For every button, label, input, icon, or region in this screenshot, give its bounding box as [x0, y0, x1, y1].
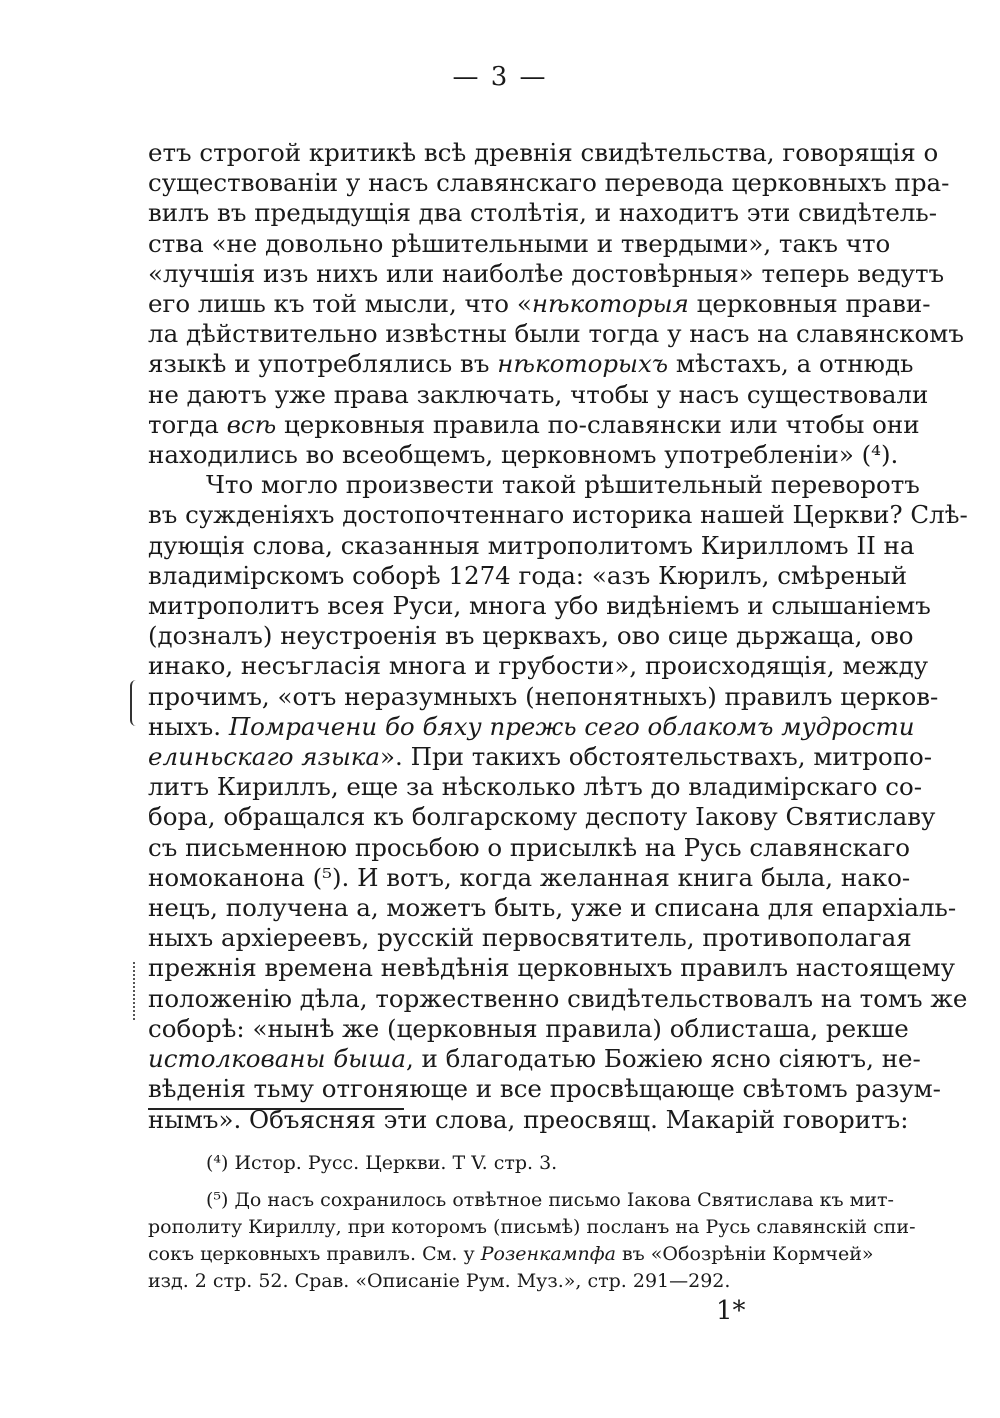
text-segment: существованіи у насъ славянскаго перевода церковныхъ пра- — [148, 168, 950, 198]
text-line — [148, 893, 957, 923]
text-line — [148, 560, 908, 591]
text-line — [148, 228, 891, 259]
text-line — [148, 198, 938, 228]
text-line — [148, 983, 968, 1014]
text-segment: ства «не довольно рѣшительными и твердыми», такъ что — [148, 228, 891, 258]
footnotes — [148, 1150, 916, 1295]
text-segment: сокъ церковныхъ правилъ. См. у — [148, 1243, 481, 1265]
text-line — [148, 138, 939, 168]
text-line — [148, 379, 929, 410]
text-segment: етъ строгой критикѣ всѣ древнія свидѣтельства, говорящія о — [148, 138, 939, 167]
italic-segment: истолкованы быша — [148, 1044, 406, 1074]
text-segment: владимірскомъ соборѣ 1274 года: «азъ Кюрилъ, смѣреный — [148, 560, 908, 590]
text-line — [148, 651, 929, 681]
text-segment: языкѣ и употреблялись въ — [148, 349, 498, 379]
text-line — [148, 289, 931, 319]
text-segment: , и благодатью Божіею ясно сіяютъ, не- — [405, 1044, 921, 1074]
text-line — [148, 258, 945, 289]
text-segment: литъ Кириллъ, еще за нѣсколько лѣтъ до владимірскаго со- — [148, 772, 922, 802]
footnote-separator — [148, 1108, 404, 1110]
text-line — [148, 1044, 921, 1074]
text-segment: прочимъ, «отъ неразумныхъ (непонятныхъ) правилъ церков- — [148, 681, 939, 711]
text-segment: положенію дѣла, торжественно свидѣтельствовалъ на томъ же — [148, 983, 968, 1013]
text-segment: нецъ, получена а, можетъ быть, уже и списана для епархіаль- — [148, 893, 957, 923]
text-segment: церковныя прави- — [688, 289, 931, 319]
text-segment: Что могло произвести такой рѣшительный переворотъ — [206, 470, 920, 500]
footnote-line — [148, 1214, 916, 1241]
text-line — [148, 349, 914, 379]
text-line — [148, 772, 922, 802]
text-segment: не даютъ уже права заключать, чтобы у насъ существовали — [148, 379, 929, 409]
text-line — [148, 862, 911, 893]
text-segment: нымъ». Объясняя эти слова, преосвящ. Макарій говоритъ: — [148, 1104, 909, 1134]
text-segment: мѣстахъ, а отнюдь — [668, 349, 914, 379]
text-segment: дующія слова, сказанныя митрополитомъ Кирилломъ II на — [148, 530, 915, 560]
text-line — [148, 168, 950, 198]
text-line — [148, 681, 939, 712]
italic-segment: Помрачени бо бяху прежь сего облакомъ мудрости — [228, 711, 915, 741]
text-line — [148, 621, 914, 651]
text-line — [148, 802, 936, 832]
italic-segment: Розенкампфа — [480, 1243, 616, 1265]
text-segment: (дозналъ) неустроенія въ церквахъ, ово сице дьржаща, ово — [148, 621, 914, 651]
body-text — [148, 138, 968, 1135]
text-segment: находились во всеобщемъ, церковномъ употребленіи» (⁴). — [148, 440, 899, 470]
text-segment: (⁵) До насъ сохранилось отвѣтное письмо Іакова Святислава къ мит- — [206, 1189, 894, 1211]
text-segment: вилъ въ предыдущія два столѣтія, и находитъ эти свидѣтель- — [148, 198, 938, 228]
footnote-line — [148, 1241, 874, 1268]
text-segment: ныхъ архіереевъ, русскій первосвятитель, противополагая — [148, 923, 912, 953]
margin-bracket-mark — [130, 680, 138, 726]
text-segment: (⁴) Истор. Русс. Церкви. Т V. стр. 3. — [206, 1152, 558, 1174]
text-line — [148, 953, 956, 983]
text-segment: митрополитъ всея Руси, многа убо видѣніемъ и слышаніемъ — [148, 591, 931, 621]
footnote-line — [148, 1268, 866, 1295]
text-line — [148, 500, 968, 530]
text-segment: бора, обращался къ болгарскому деспоту Іакову Святиславу — [148, 802, 936, 832]
text-line — [148, 1074, 941, 1104]
footnote-line — [148, 1187, 894, 1214]
text-segment: ». При такихъ обстоятельствахъ, митропо- — [380, 742, 933, 772]
text-segment: прежнія времена невѣдѣнія церковныхъ правилъ настоящему — [148, 953, 956, 983]
text-segment: инако, несъгласія многа и грубости», происходящія, между — [148, 651, 929, 681]
italic-segment: нѣкоторыя — [531, 289, 689, 319]
text-segment: тогда — [148, 409, 227, 439]
text-line — [148, 711, 915, 742]
signature-mark: 1* — [716, 1296, 746, 1326]
text-line — [148, 742, 933, 772]
text-segment: его лишь къ той мысли, что « — [148, 289, 532, 319]
text-line — [148, 530, 915, 561]
text-line — [148, 832, 911, 863]
footnote-line — [148, 1150, 866, 1177]
text-line — [148, 409, 920, 440]
text-line — [148, 591, 931, 621]
footnote-gap — [148, 1177, 866, 1187]
italic-segment: елиньскаго языка — [148, 742, 381, 772]
text-segment: соборѣ: «нынѣ же (церковныя правила) облисташа, рекше — [148, 1013, 909, 1043]
text-segment: въ «Обозрѣніи Кормчей» — [615, 1243, 874, 1265]
text-segment: рополиту Кириллу, при которомъ (письмѣ) посланъ на Русь славянскій спи- — [148, 1216, 916, 1238]
text-segment: съ письменною просьбою о присылкѣ на Русь славянскаго — [148, 832, 911, 862]
italic-segment: всѣ — [226, 409, 277, 439]
text-line — [148, 440, 899, 470]
text-segment: въ сужденіяхъ достопочтеннаго историка нашей Церкви? Слѣ- — [148, 500, 968, 530]
text-line — [148, 1013, 909, 1044]
text-segment: церковныя правила по-славянски или чтобы они — [276, 409, 920, 439]
text-line — [148, 923, 912, 953]
text-segment: ла дѣйствительно извѣстны были тогда у насъ на славянскомъ — [148, 319, 964, 349]
text-segment: номоканона (⁵). И вотъ, когда желанная книга была, нако- — [148, 862, 911, 892]
text-line — [148, 319, 964, 349]
text-segment: вѣденія тьму отгоняюще и все просвѣщающе свѣтомъ разум- — [148, 1074, 941, 1104]
text-segment: ныхъ. — [148, 711, 229, 741]
page-number: — 3 — — [452, 62, 548, 92]
margin-dotted-mark — [133, 962, 135, 1020]
text-segment: изд. 2 стр. 52. Срав. «Описаніе Рум. Муз.», стр. 291—292. — [148, 1270, 731, 1292]
text-segment: «лучшія изъ нихъ или наиболѣе достовѣрныя» теперь ведутъ — [148, 258, 945, 288]
text-line — [148, 470, 920, 500]
italic-segment: нѣкоторыхъ — [497, 349, 669, 379]
